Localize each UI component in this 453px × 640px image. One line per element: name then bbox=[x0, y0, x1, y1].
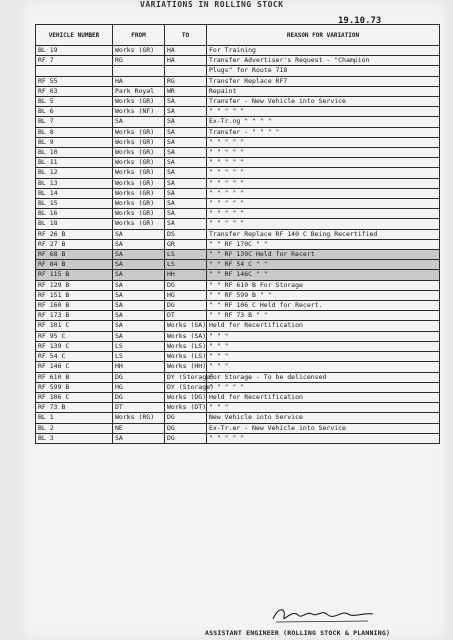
cell-reason: " " " " " bbox=[207, 158, 440, 168]
cell-to: DY (Storage) bbox=[165, 372, 207, 382]
cell-vehicle bbox=[36, 66, 113, 76]
cell-vehicle: RF 26 B bbox=[36, 229, 113, 239]
table-row bbox=[36, 280, 440, 290]
table-row bbox=[36, 392, 440, 402]
cell-vehicle: BL 12 bbox=[36, 168, 113, 178]
cell-reason: New Vehicle into Service bbox=[207, 413, 440, 423]
table-row bbox=[36, 352, 440, 362]
cell-reason: Transfer Replace RF 140 C Being Recertified bbox=[207, 229, 440, 239]
cell-vehicle: RF 63 bbox=[36, 86, 113, 96]
cell-vehicle: RF 151 B bbox=[36, 290, 113, 300]
header-from: FROM bbox=[113, 25, 165, 46]
cell-from: NE bbox=[113, 423, 165, 433]
cell-vehicle: BL 3 bbox=[36, 433, 113, 443]
table-row bbox=[36, 382, 440, 392]
cell-vehicle: RF 84 B bbox=[36, 260, 113, 270]
cell-reason: For Training bbox=[207, 46, 440, 56]
cell-reason: Ex-Tr.er - New Vehicle into Service bbox=[207, 423, 440, 433]
cell-vehicle: BL 2 bbox=[36, 423, 113, 433]
cell-reason: " " " " " bbox=[207, 219, 440, 229]
cell-reason: For Storage - To be delicensed bbox=[207, 372, 440, 382]
table-row bbox=[36, 86, 440, 96]
cell-from: SA bbox=[113, 311, 165, 321]
cell-vehicle: BL 16 bbox=[36, 209, 113, 219]
cell-reason: " " " " " bbox=[207, 382, 440, 392]
cell-reason: " " " " " bbox=[207, 209, 440, 219]
cell-vehicle: RF 73 B bbox=[36, 403, 113, 413]
header-reason: REASON FOR VARIATION bbox=[207, 25, 440, 46]
table-row bbox=[36, 229, 440, 239]
table-row bbox=[36, 46, 440, 56]
table-row bbox=[36, 178, 440, 188]
document-date: 19.10.73 bbox=[338, 16, 382, 26]
cell-to: SA bbox=[165, 127, 207, 137]
table-row bbox=[36, 117, 440, 127]
table-row bbox=[36, 137, 440, 147]
cell-from: SA bbox=[113, 280, 165, 290]
cell-reason: " " RF 170C " " bbox=[207, 239, 440, 249]
cell-to: DY (Storage) bbox=[165, 382, 207, 392]
cell-from: HH bbox=[113, 362, 165, 372]
cell-vehicle: RF 55 bbox=[36, 76, 113, 86]
cell-to: LS bbox=[165, 250, 207, 260]
cell-to: DS bbox=[165, 229, 207, 239]
cell-to: DG bbox=[165, 301, 207, 311]
header-to: TO bbox=[165, 25, 207, 46]
cell-to: Works (DT) bbox=[165, 403, 207, 413]
cell-from: Works (GR) bbox=[113, 199, 165, 209]
cell-to bbox=[165, 66, 207, 76]
cell-to: SA bbox=[165, 209, 207, 219]
cell-reason: " " " bbox=[207, 403, 440, 413]
cell-vehicle: BL 11 bbox=[36, 158, 113, 168]
table-row bbox=[36, 341, 440, 351]
footer-signatory: ASSISTANT ENGINEER (ROLLING STOCK & PLANNING) bbox=[205, 629, 391, 637]
cell-to: SA bbox=[165, 158, 207, 168]
cell-to: SA bbox=[165, 97, 207, 107]
cell-from: DT bbox=[113, 403, 165, 413]
cell-vehicle: BL 5 bbox=[36, 97, 113, 107]
cell-reason: " " " " " bbox=[207, 178, 440, 188]
cell-reason: " " " " " bbox=[207, 137, 440, 147]
cell-to: RG bbox=[165, 76, 207, 86]
cell-to: HH bbox=[165, 270, 207, 280]
table-row bbox=[36, 403, 440, 413]
cell-vehicle: RF 599 B bbox=[36, 382, 113, 392]
cell-to: SA bbox=[165, 168, 207, 178]
cell-vehicle: RF 115 B bbox=[36, 270, 113, 280]
cell-to: Works (HH) bbox=[165, 362, 207, 372]
table-row bbox=[36, 290, 440, 300]
cell-from: Park Royal bbox=[113, 86, 165, 96]
cell-vehicle: RF 101 C bbox=[36, 321, 113, 331]
cell-vehicle: RF 129 B bbox=[36, 280, 113, 290]
table-row bbox=[36, 97, 440, 107]
table-row bbox=[36, 188, 440, 198]
cell-from: Works (GR) bbox=[113, 188, 165, 198]
cell-reason: Plugs" for Route 718 bbox=[207, 66, 440, 76]
cell-reason: Transfer - New Vehicle into Service bbox=[207, 97, 440, 107]
cell-vehicle: RF 106 C bbox=[36, 392, 113, 402]
table-row bbox=[36, 107, 440, 117]
cell-from: SA bbox=[113, 290, 165, 300]
cell-from: Works (GR) bbox=[113, 178, 165, 188]
cell-vehicle: RF 139 C bbox=[36, 341, 113, 351]
cell-to: DT bbox=[165, 311, 207, 321]
table-row bbox=[36, 433, 440, 443]
cell-to: DG bbox=[165, 280, 207, 290]
cell-from: Works (GR) bbox=[113, 46, 165, 56]
signature-icon bbox=[268, 605, 378, 625]
cell-vehicle: BL 13 bbox=[36, 178, 113, 188]
cell-from: HG bbox=[113, 382, 165, 392]
cell-from: Works (GR) bbox=[113, 97, 165, 107]
cell-reason: " " RF 54 C " " bbox=[207, 260, 440, 270]
cell-reason: " " " " " bbox=[207, 199, 440, 209]
table-row bbox=[36, 372, 440, 382]
cell-to: Works (DG) bbox=[165, 392, 207, 402]
cell-from: Works (NF) bbox=[113, 107, 165, 117]
cell-reason: Transfer Replace RF7 bbox=[207, 76, 440, 86]
cell-to: GR bbox=[165, 239, 207, 249]
cell-vehicle: BL 1 bbox=[36, 413, 113, 423]
cell-from: Works (GR) bbox=[113, 158, 165, 168]
cell-to: LS bbox=[165, 260, 207, 270]
cell-reason: " " " bbox=[207, 341, 440, 351]
cell-from: RG bbox=[113, 56, 165, 66]
cell-to: Works (LS) bbox=[165, 341, 207, 351]
cell-to: SA bbox=[165, 148, 207, 158]
cell-reason: " " RF 106 C Held for Recert. bbox=[207, 301, 440, 311]
cell-from: LS bbox=[113, 352, 165, 362]
cell-from: SA bbox=[113, 270, 165, 280]
cell-reason: Ex-Tr.ng " " " " bbox=[207, 117, 440, 127]
table-row bbox=[36, 199, 440, 209]
cell-vehicle: RF 27 B bbox=[36, 239, 113, 249]
cell-reason: " " RF 599 B " " bbox=[207, 290, 440, 300]
cell-to: Works (SA) bbox=[165, 331, 207, 341]
table-row bbox=[36, 158, 440, 168]
cell-from: SA bbox=[113, 250, 165, 260]
cell-vehicle: RF 68 B bbox=[36, 250, 113, 260]
table-row bbox=[36, 331, 440, 341]
cell-vehicle: RF 95 C bbox=[36, 331, 113, 341]
cell-from: Works (GR) bbox=[113, 219, 165, 229]
cell-from: Works (GR) bbox=[113, 148, 165, 158]
cell-from: SA bbox=[113, 239, 165, 249]
cell-reason: Transfer - " " " " bbox=[207, 127, 440, 137]
table-header-row bbox=[36, 25, 440, 46]
cell-to: HA bbox=[165, 46, 207, 56]
header-vehicle: VEHICLE NUMBER bbox=[36, 25, 113, 46]
cell-vehicle: RF 610 B bbox=[36, 372, 113, 382]
cell-to: HG bbox=[165, 290, 207, 300]
table-row bbox=[36, 66, 440, 76]
table-row bbox=[36, 362, 440, 372]
table-row bbox=[36, 168, 440, 178]
cell-to: SA bbox=[165, 107, 207, 117]
cell-to: DG bbox=[165, 413, 207, 423]
cell-from bbox=[113, 66, 165, 76]
table-row bbox=[36, 56, 440, 66]
cell-from: SA bbox=[113, 229, 165, 239]
table-row bbox=[36, 260, 440, 270]
cell-reason: Held for Recertification bbox=[207, 321, 440, 331]
cell-reason: " " RF 73 B " " bbox=[207, 311, 440, 321]
cell-from: LS bbox=[113, 341, 165, 351]
cell-to: Works (LS) bbox=[165, 352, 207, 362]
cell-reason: " " " bbox=[207, 352, 440, 362]
table-row bbox=[36, 423, 440, 433]
table-row bbox=[36, 239, 440, 249]
cell-to: SA bbox=[165, 137, 207, 147]
cell-vehicle: BL 9 bbox=[36, 137, 113, 147]
cell-to: HA bbox=[165, 56, 207, 66]
cell-reason: " " " " " bbox=[207, 188, 440, 198]
cell-vehicle: BL 10 bbox=[36, 148, 113, 158]
cell-vehicle: RF 7 bbox=[36, 56, 113, 66]
cell-vehicle: BL 15 bbox=[36, 199, 113, 209]
cell-vehicle: BL 18 bbox=[36, 219, 113, 229]
cell-to: DG bbox=[165, 433, 207, 443]
cell-from: SA bbox=[113, 331, 165, 341]
cell-from: SA bbox=[113, 260, 165, 270]
cell-from: Works (GR) bbox=[113, 209, 165, 219]
cell-from: Works (RG) bbox=[113, 413, 165, 423]
cell-vehicle: BL 14 bbox=[36, 188, 113, 198]
variations-table bbox=[35, 24, 440, 444]
cell-vehicle: RF 173 B bbox=[36, 311, 113, 321]
cell-reason: " " " bbox=[207, 362, 440, 372]
cell-vehicle: BL 6 bbox=[36, 107, 113, 117]
table-row bbox=[36, 127, 440, 137]
cell-from: SA bbox=[113, 117, 165, 127]
cell-vehicle: BL 8 bbox=[36, 127, 113, 137]
cell-from: DG bbox=[113, 392, 165, 402]
table-row bbox=[36, 148, 440, 158]
cell-from: SA bbox=[113, 321, 165, 331]
table-row bbox=[36, 301, 440, 311]
table-row bbox=[36, 311, 440, 321]
cell-to: SA bbox=[165, 219, 207, 229]
table-row bbox=[36, 321, 440, 331]
cell-reason: " " " bbox=[207, 331, 440, 341]
cell-from: SA bbox=[113, 301, 165, 311]
cell-to: SA bbox=[165, 117, 207, 127]
cell-to: SA bbox=[165, 188, 207, 198]
cell-from: Works (GR) bbox=[113, 168, 165, 178]
cell-vehicle: BL 19 bbox=[36, 46, 113, 56]
document-title: VARIATIONS IN ROLLING STOCK bbox=[140, 0, 284, 9]
cell-vehicle: RF 160 B bbox=[36, 301, 113, 311]
cell-reason: Repaint bbox=[207, 86, 440, 96]
cell-reason: " " RF 146C " " bbox=[207, 270, 440, 280]
cell-reason: " " " " " bbox=[207, 433, 440, 443]
cell-to: SA bbox=[165, 199, 207, 209]
cell-from: SA bbox=[113, 433, 165, 443]
cell-reason: Held for Recertification bbox=[207, 392, 440, 402]
table-row bbox=[36, 76, 440, 86]
cell-vehicle: RF 146 C bbox=[36, 362, 113, 372]
table-row bbox=[36, 270, 440, 280]
table-row bbox=[36, 250, 440, 260]
table-row bbox=[36, 209, 440, 219]
cell-reason: " " " " " bbox=[207, 107, 440, 117]
table-row bbox=[36, 413, 440, 423]
cell-to: Works (SA) bbox=[165, 321, 207, 331]
cell-reason: " " RF 139C Held for Recert bbox=[207, 250, 440, 260]
cell-vehicle: RF 54 C bbox=[36, 352, 113, 362]
cell-from: Works (GR) bbox=[113, 137, 165, 147]
cell-reason: Transfer Advertiser's Request - "Champion bbox=[207, 56, 440, 66]
cell-to: DG bbox=[165, 423, 207, 433]
cell-from: HA bbox=[113, 76, 165, 86]
cell-from: Works (GR) bbox=[113, 127, 165, 137]
cell-from: DG bbox=[113, 372, 165, 382]
cell-vehicle: BL 7 bbox=[36, 117, 113, 127]
cell-reason: " " " " " bbox=[207, 168, 440, 178]
table-row bbox=[36, 219, 440, 229]
cell-reason: " " " " " bbox=[207, 148, 440, 158]
cell-to: WR bbox=[165, 86, 207, 96]
cell-reason: " " RF 610 B For Storage bbox=[207, 280, 440, 290]
cell-to: SA bbox=[165, 178, 207, 188]
